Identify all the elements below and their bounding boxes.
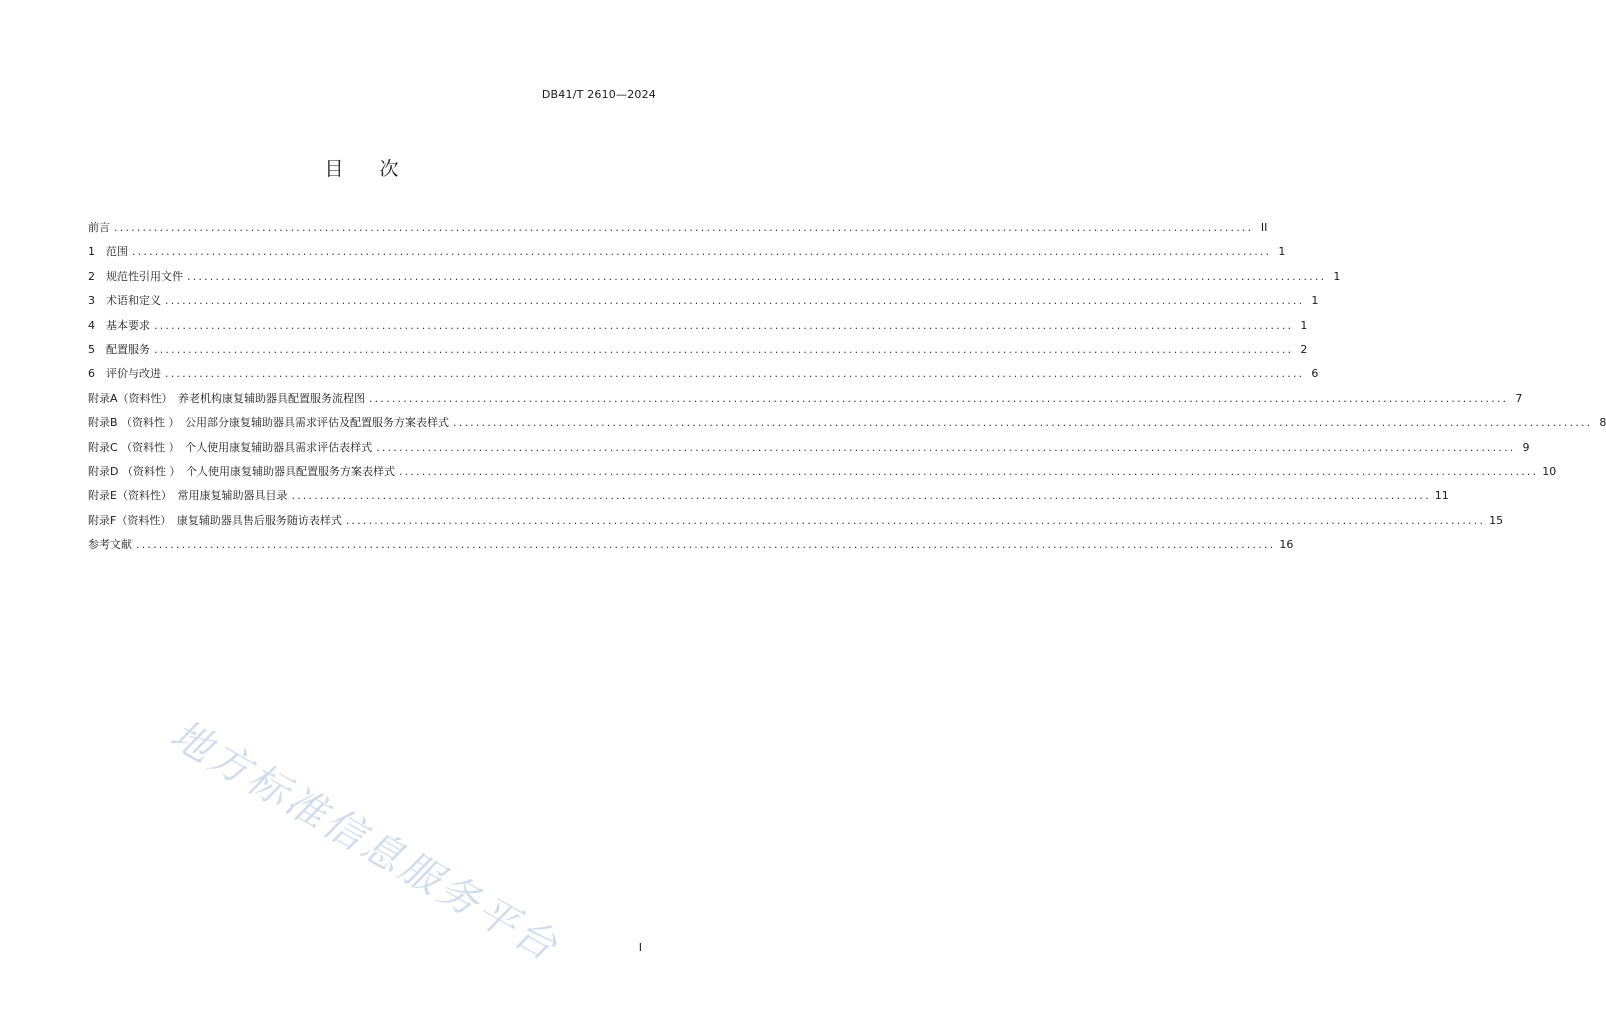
toc-entry-label: 附录C （资料性 ） 个人使用康复辅助器具需求评估表样式 <box>88 440 373 454</box>
toc-entry[interactable] <box>88 387 1523 411</box>
toc-entry-page: 9 <box>1522 440 1530 454</box>
toc-leader-dots: ........................................................................................................................................................................................................ <box>136 538 1276 552</box>
toc-leader-dots: ........................................................................................................................................................................................................ <box>398 464 1539 478</box>
toc-entry[interactable] <box>88 289 1319 313</box>
toc-entry-label: 附录F（资料性） 康复辅助器具售后服务随访表样式 <box>88 513 342 527</box>
toc-entry-label: 前言 <box>88 221 110 234</box>
toc-entry-page: 1 <box>1333 269 1341 283</box>
toc-entry[interactable] <box>88 216 1268 240</box>
toc-entry[interactable] <box>88 362 1319 386</box>
toc-leader-dots: ........................................................................................................................................................................................................ <box>165 367 1305 381</box>
toc-leader-dots: ........................................................................................................................................................................................................ <box>132 245 1272 259</box>
document-code: DB41/T 2610—2024 <box>541 88 656 101</box>
toc-entry[interactable] <box>88 484 1449 508</box>
toc-entry[interactable] <box>88 509 1504 533</box>
toc-entry-label: 5 配置服务 <box>88 342 150 356</box>
toc-leader-dots: ........................................................................................................................................................................................................ <box>291 489 1431 503</box>
toc-leader-dots: ........................................................................................................................................................................................................ <box>345 513 1486 527</box>
toc-entry-page: 15 <box>1489 513 1504 527</box>
toc-leader-dots: ........................................................................................................................................................................................................ <box>453 416 1593 430</box>
toc-entry-page: 1 <box>1300 318 1308 332</box>
toc-entry[interactable] <box>88 338 1308 362</box>
toc-entry-page: 6 <box>1311 367 1319 381</box>
watermark: 地方标准信息服务平台 <box>162 711 567 972</box>
toc-entry-label: 3 术语和定义 <box>88 294 161 308</box>
toc-leader-dots: ........................................................................................................................................................................................................ <box>369 391 1509 405</box>
page-title: 目 次 <box>324 158 400 180</box>
toc-entry-page: 2 <box>1300 342 1308 356</box>
toc-entry-label: 附录E（资料性） 常用康复辅助器具目录 <box>88 489 288 503</box>
toc-leader-dots: ........................................................................................................................................................................................................ <box>187 269 1327 283</box>
toc-entry[interactable] <box>88 533 1294 557</box>
toc-entry-label: 附录B （资料性 ） 公用部分康复辅助器具需求评估及配置服务方案表样式 <box>88 416 450 430</box>
toc-entry-label: 6 评价与改进 <box>88 367 161 381</box>
toc-entry-label: 2 规范性引用文件 <box>88 269 183 283</box>
toc-entry[interactable] <box>88 436 1530 460</box>
page-number: I <box>638 941 642 954</box>
table-of-contents <box>88 216 1606 557</box>
toc-entry-label: 1 范围 <box>88 245 128 259</box>
toc-leader-dots: ........................................................................................................................................................................................................ <box>165 294 1305 308</box>
toc-leader-dots: ........................................................................................................................................................................................................ <box>154 318 1294 332</box>
toc-leader-dots: ........................................................................................................................................................................................................ <box>114 221 1254 234</box>
toc-entry-label: 参考文献 <box>88 538 132 552</box>
toc-entry[interactable] <box>88 411 1606 435</box>
toc-entry-page: 16 <box>1279 538 1294 552</box>
toc-entry[interactable] <box>88 265 1341 289</box>
toc-entry-page: 10 <box>1542 464 1557 478</box>
toc-entry-page: 1 <box>1278 245 1286 259</box>
toc-entry-label: 附录D （资料性 ） 个人使用康复辅助器具配置服务方案表样式 <box>88 464 395 478</box>
toc-leader-dots: ........................................................................................................................................................................................................ <box>376 440 1516 454</box>
toc-entry-label: 附录A（资料性） 养老机构康复辅助器具配置服务流程图 <box>88 391 366 405</box>
toc-entry-page: 11 <box>1434 489 1449 503</box>
toc-entry-page: 1 <box>1311 294 1319 308</box>
toc-entry-page: II <box>1260 221 1268 234</box>
toc-entry[interactable] <box>88 314 1308 338</box>
toc-entry[interactable] <box>88 460 1557 484</box>
toc-leader-dots: ........................................................................................................................................................................................................ <box>154 342 1294 356</box>
toc-entry-page: 8 <box>1599 416 1606 430</box>
toc-entry[interactable] <box>88 240 1286 264</box>
toc-entry-page: 7 <box>1515 391 1523 405</box>
toc-entry-label: 4 基本要求 <box>88 318 150 332</box>
